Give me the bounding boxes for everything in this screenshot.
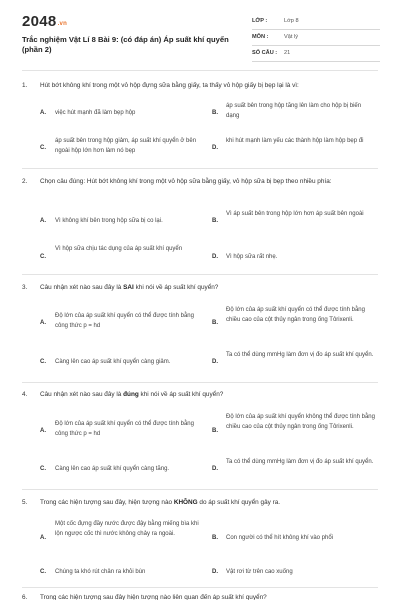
option-a[interactable]: việc hút mạnh đã làm bẹp hộp	[55, 110, 136, 116]
option-c[interactable]: Vì hộp sữa chịu tác dụng của áp suất khí quyển	[55, 246, 183, 252]
meta-label: MÔN :	[252, 34, 269, 40]
question-number: 4.	[22, 391, 28, 398]
option-letter: A.	[40, 535, 46, 541]
option-letter: C.	[40, 254, 46, 260]
option-b[interactable]: Độ lớn của áp suất khí quyển không thể được tính bằng chiều cao của cột thủy ngân trong ống Tôrixenli.	[226, 414, 375, 430]
option-a[interactable]: Một cốc đựng đầy nước được đậy bằng miếng bìa khi lộn ngược cốc thì nước không chảy ra ngoài.	[55, 521, 199, 537]
option-letter: B.	[212, 218, 218, 224]
meta-value: Vật lý	[284, 34, 298, 40]
meta-label: SỐ CÂU :	[252, 50, 278, 56]
logo-text: 2048	[22, 13, 57, 30]
option-a[interactable]: Độ lớn của áp suất khí quyển có thể được tính bằng công thức p = hd	[55, 421, 194, 437]
question-text: Hút bớt không khí trong một vỏ hộp đựng sữa bằng giấy, ta thấy vỏ hộp giấy bị bẹp lại là vì:	[40, 82, 299, 89]
option-a[interactable]: Độ lớn của áp suất khí quyển có thể được tính bằng công thức p = hd	[55, 313, 194, 329]
option-d[interactable]: khi hút mạnh làm yếu các thành hộp làm hộp bẹp đi	[226, 138, 364, 144]
option-letter: C.	[40, 466, 46, 472]
option-letter: C.	[40, 569, 46, 575]
option-c[interactable]: Càng lên cao áp suất khí quyển càng tăng.	[55, 466, 170, 472]
question-text: Câu nhận xét nào sau đây là đúng khi nói về áp suất khí quyển?	[40, 391, 224, 398]
question-number: 2.	[22, 178, 28, 185]
question-divider	[22, 489, 378, 490]
option-b[interactable]: áp suất bên trong hộp tăng lên làm cho hộp bị biến dạng	[226, 103, 362, 119]
meta-label: LỚP :	[252, 18, 268, 24]
site-logo[interactable]	[22, 13, 67, 30]
question-text: Trong các hiện tượng sau đây hiện tượng nào liên quan đến áp suất khí quyển?	[40, 594, 267, 600]
option-letter: D.	[212, 254, 218, 260]
option-a[interactable]: Vì không khí bên trong hộp sữa bị co lại.	[55, 218, 163, 224]
question-text: Câu nhận xét nào sau đây là SAI khi nói về áp suất khí quyển?	[40, 284, 219, 291]
meta-row-class	[252, 14, 380, 30]
question-number: 6.	[22, 594, 28, 600]
option-c[interactable]: áp suất bên trong hộp giảm, áp suất khí quyển ở bên ngoài hộp lớn hơn làm nó bẹp	[55, 138, 197, 154]
option-letter: B.	[212, 320, 218, 326]
option-letter: C.	[40, 359, 46, 365]
option-letter: D.	[212, 569, 218, 575]
page-title: Trắc nghiệm Vật Lí 8 Bài 9: (có đáp án) Áp suất khí quyển (phần 2)	[22, 35, 229, 54]
emphasis-text: đúng	[123, 391, 139, 398]
option-d[interactable]: Vì hộp sữa rất nhẹ.	[226, 254, 278, 260]
meta-row-count	[252, 46, 380, 62]
option-letter: B.	[212, 535, 218, 541]
question-text: Trong các hiện tượng sau đây, hiện tượng nào KHÔNG do áp suất khí quyển gây ra.	[40, 499, 281, 506]
option-b[interactable]: Độ lớn của áp suất khí quyển có thể được tính bằng chiều cao của cột thủy ngân trong ống Tôrixenli.	[226, 307, 365, 323]
question-divider	[22, 382, 378, 383]
question-text: Chọn câu đúng: Hút bớt không khí trong một vỏ hộp sữa bằng giấy, vỏ hộp sữa bị bẹp theo nhiều phía:	[40, 178, 332, 185]
question-number: 3.	[22, 284, 28, 291]
option-letter: A.	[40, 320, 46, 326]
option-d[interactable]: Ta có thể dùng mmHg làm đơn vị đo áp suất khí quyển.	[226, 352, 374, 358]
emphasis-text: SAI	[123, 284, 134, 291]
question-divider	[22, 168, 378, 169]
option-letter: A.	[40, 110, 46, 116]
header-divider	[22, 70, 378, 71]
option-d[interactable]: Ta có thể dùng mmHg làm đơn vị đo áp suất khí quyển.	[226, 459, 374, 465]
option-d[interactable]: Vật rơi từ trên cao xuống	[226, 569, 293, 575]
option-letter: D.	[212, 359, 218, 365]
question-divider	[22, 274, 378, 275]
option-letter: B.	[212, 110, 218, 116]
option-b[interactable]: Vì áp suất bên trong hộp lớn hơn áp suất bên ngoài	[226, 211, 364, 217]
meta-row-subject	[252, 30, 380, 46]
option-b[interactable]: Con người có thể hít không khí vào phổi	[226, 535, 334, 541]
option-c[interactable]: Càng lên cao áp suất khí quyển càng giảm.	[55, 359, 171, 365]
option-c[interactable]: Chúng ta khó rút chân ra khỏi bùn	[55, 569, 146, 575]
emphasis-text: KHÔNG	[173, 499, 198, 506]
option-letter: A.	[40, 428, 46, 434]
meta-value: 21	[284, 50, 291, 56]
question-number: 5.	[22, 499, 28, 506]
option-letter: A.	[40, 218, 46, 224]
question-divider	[22, 587, 378, 588]
option-letter: D.	[212, 145, 218, 151]
meta-info-table	[252, 14, 380, 62]
question-number: 1.	[22, 82, 28, 89]
option-letter: B.	[212, 428, 218, 434]
meta-value: Lớp 8	[284, 18, 299, 24]
logo-suffix: .vn	[57, 21, 68, 27]
option-letter: C.	[40, 145, 46, 151]
option-letter: D.	[212, 466, 218, 472]
